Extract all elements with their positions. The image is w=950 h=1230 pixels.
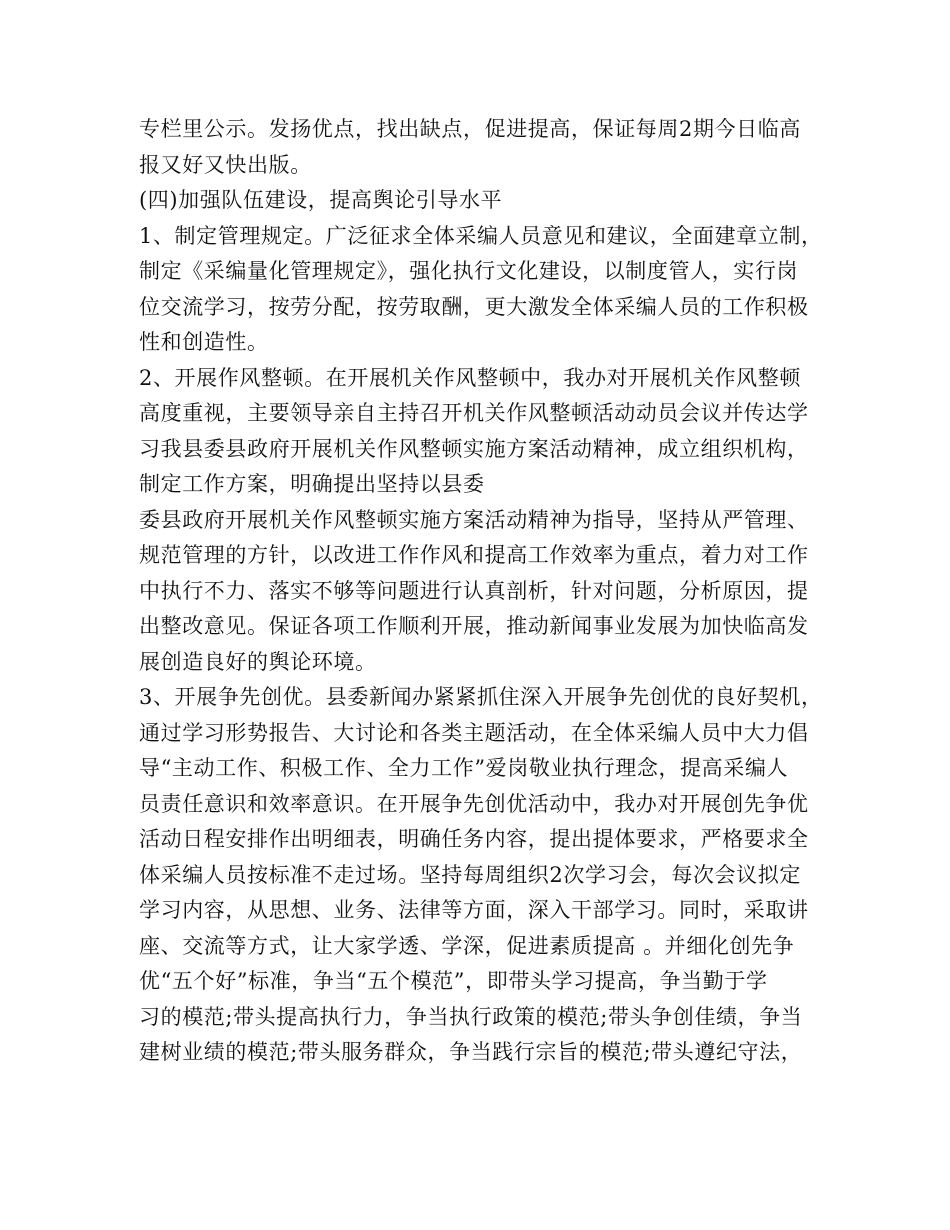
- text-line: 专栏里公示。发扬优点，找出缺点，促进提高，保证每周2期今日临高: [139, 117, 801, 141]
- document-body: [139, 112, 829, 1071]
- text-line: 习我县委县政府开展机关作风整顿实施方案活动精神，成立组织机构，: [139, 436, 809, 461]
- text-line: 导“主动工作、积极工作、全力工作”爱岗敬业执行理念，提高采编人: [139, 756, 789, 780]
- text-line: 展创造良好的舆论环境。: [139, 649, 377, 674]
- text-line: 性和创造性。: [139, 330, 269, 354]
- text-line: 建树业绩的模范;带头服务群众，争当践行宗旨的模范;带头遵纪守法，: [139, 1040, 803, 1064]
- text-line: 座、交流等方式，让大家学透、学深，促进素质提高 。并细化创先争: [139, 933, 795, 958]
- text-line: 体采编人员按标准不走过场。坚持每周组织2次学习会，每次会议拟定: [139, 862, 801, 887]
- text-line: 位交流学习，按劳分配，按劳取酬，更大激发全体采编人员的工作积极: [139, 294, 809, 319]
- text-line: 制定《采编量化管理规定》，强化执行文化建设，以制度管人，实行岗: [139, 259, 799, 283]
- text-line: 委县政府开展机关作风整顿实施方案活动精神为指导，坚持从严管理、: [139, 507, 809, 532]
- text-line: 报又好又快出版。: [139, 152, 312, 177]
- text-line: 学习内容，从思想、业务、法律等方面，深入干部学习。同时，采取讲: [139, 898, 809, 922]
- text-line: 优“五个好”标准，争当“五个模范”，即带头学习提高，争当勤于学: [139, 969, 768, 993]
- text-line: 出整改意见。保证各项工作顺利开展，推动新闻事业发展为加快临高发: [139, 614, 809, 638]
- text-line: 规范管理的方针，以改进工作作风和提高工作效率为重点，着力对工作: [139, 543, 809, 567]
- text-line: 习的模范;带头提高执行力，争当执行政策的模范;带头争创佳绩，争当: [139, 1004, 803, 1029]
- text-line: 3、开展争先创优。县委新闻办紧紧抓住深入开展争先创优的良好契机，: [139, 685, 823, 709]
- text-line: 1、制定管理规定。广泛征求全体采编人员意见和建议，全面建章立制，: [139, 223, 823, 248]
- text-line: 员责任意识和效率意识。在开展争先创优活动中，我办对开展创先争优: [139, 791, 809, 816]
- text-line: 中执行不力、落实不够等问题进行认真剖析，针对问题，分析原因，提: [139, 578, 809, 603]
- section-heading: (四)加强队伍建设，提高舆论引导水平: [139, 188, 503, 212]
- text-line: 制定工作方案，明确提出坚持以县委: [139, 472, 485, 496]
- text-line: 2、开展作风整顿。在开展机关作风整顿中，我办对开展机关作风整顿: [139, 365, 801, 390]
- text-line: 高度重视，主要领导亲自主持召开机关作风整顿活动动员会议并传达学: [139, 401, 809, 425]
- text-line: 通过学习形势报告、大讨论和各类主题活动，在全体采编人员中大力倡: [139, 720, 809, 745]
- text-line: 活动日程安排作出明细表，明确任务内容，提出提体要求，严格要求全: [139, 827, 809, 851]
